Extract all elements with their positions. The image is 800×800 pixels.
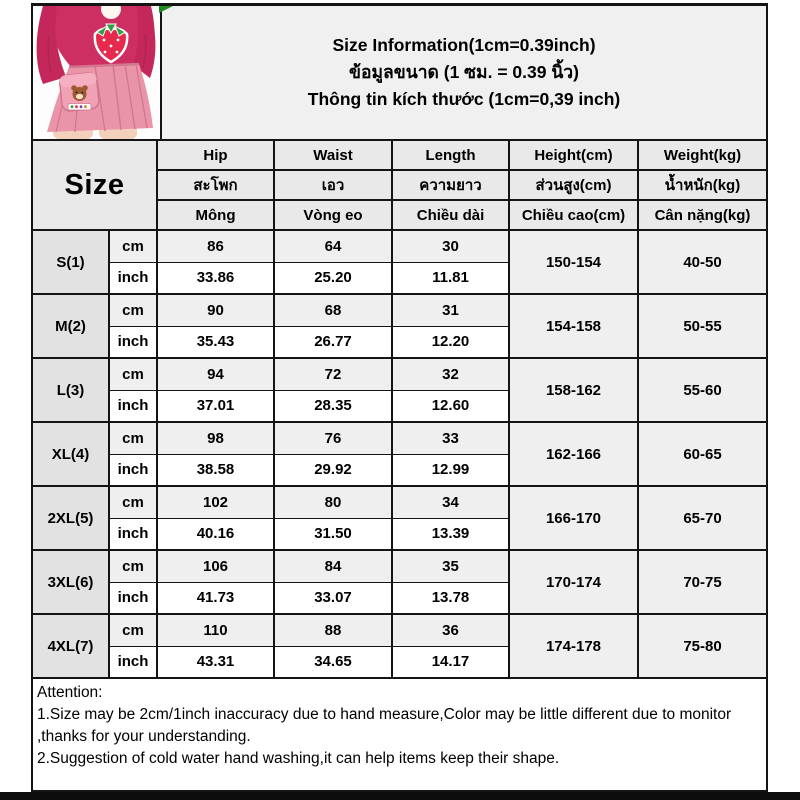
weight-range: 50-55 <box>638 294 767 358</box>
length-inch-value: 12.99 <box>392 454 509 486</box>
col-hip-vi: Mông <box>157 200 274 230</box>
length-cm-value: 34 <box>392 486 509 518</box>
size-row-cm <box>32 486 767 518</box>
weight-range: 70-75 <box>638 550 767 614</box>
waist-inch-value: 29.92 <box>274 454 392 486</box>
size-row-cm <box>32 550 767 582</box>
col-height-en: Height(cm) <box>509 140 638 170</box>
size-row-cm <box>32 230 767 262</box>
unit-inch: inch <box>109 326 157 358</box>
height-range: 150-154 <box>509 230 638 294</box>
length-inch-value: 14.17 <box>392 646 509 678</box>
waist-inch-value: 33.07 <box>274 582 392 614</box>
col-weight-en: Weight(kg) <box>638 140 767 170</box>
height-range: 154-158 <box>509 294 638 358</box>
size-label: 2XL(5) <box>32 486 109 550</box>
waist-cm-value: 76 <box>274 422 392 454</box>
size-chart-panel <box>31 3 768 792</box>
unit-inch: inch <box>109 262 157 294</box>
attention-note <box>33 679 766 790</box>
waist-inch-value: 34.65 <box>274 646 392 678</box>
waist-cm-value: 80 <box>274 486 392 518</box>
product-photo-illustration <box>33 6 160 139</box>
height-range: 170-174 <box>509 550 638 614</box>
hip-cm-value: 102 <box>157 486 274 518</box>
unit-cm: cm <box>109 358 157 390</box>
attention-line: 1.Size may be 2cm/1inch inaccuracy due to hand measure,Color may be little different due to monitor <box>37 706 732 723</box>
height-range: 162-166 <box>509 422 638 486</box>
length-inch-value: 11.81 <box>392 262 509 294</box>
col-hip-en: Hip <box>157 140 274 170</box>
hip-inch-value: 37.01 <box>157 390 274 422</box>
length-inch-value: 12.60 <box>392 390 509 422</box>
hip-cm-value: 106 <box>157 550 274 582</box>
height-range: 158-162 <box>509 358 638 422</box>
length-inch-value: 13.78 <box>392 582 509 614</box>
waist-cm-value: 88 <box>274 614 392 646</box>
top-section <box>33 6 766 139</box>
hip-inch-value: 33.86 <box>157 262 274 294</box>
size-row-cm <box>32 614 767 646</box>
unit-inch: inch <box>109 518 157 550</box>
col-waist-vi: Vòng eo <box>274 200 392 230</box>
hip-inch-value: 38.58 <box>157 454 274 486</box>
waist-inch-value: 28.35 <box>274 390 392 422</box>
waist-inch-value: 26.77 <box>274 326 392 358</box>
unit-cm: cm <box>109 486 157 518</box>
length-cm-value: 32 <box>392 358 509 390</box>
hip-cm-value: 94 <box>157 358 274 390</box>
length-cm-value: 36 <box>392 614 509 646</box>
col-length-th: ความยาว <box>392 170 509 200</box>
hip-inch-value: 43.31 <box>157 646 274 678</box>
hip-inch-value: 40.16 <box>157 518 274 550</box>
waist-inch-value: 31.50 <box>274 518 392 550</box>
attention-line: ,thanks for your understanding. <box>37 728 251 745</box>
waist-cm-value: 84 <box>274 550 392 582</box>
height-range: 174-178 <box>509 614 638 678</box>
col-height-th: ส่วนสูง(cm) <box>509 170 638 200</box>
col-length-vi: Chiều dài <box>392 200 509 230</box>
col-length-en: Length <box>392 140 509 170</box>
title-thai: ข้อมูลขนาด (1 ซม. = 0.39 นิ้ว) <box>349 62 579 82</box>
waist-cm-value: 64 <box>274 230 392 262</box>
unit-cm: cm <box>109 294 157 326</box>
length-inch-value: 12.20 <box>392 326 509 358</box>
unit-cm: cm <box>109 422 157 454</box>
hip-cm-value: 90 <box>157 294 274 326</box>
weight-range: 75-80 <box>638 614 767 678</box>
size-label: 3XL(6) <box>32 550 109 614</box>
corner-marker <box>159 6 173 13</box>
length-cm-value: 33 <box>392 422 509 454</box>
hip-cm-value: 110 <box>157 614 274 646</box>
weight-range: 65-70 <box>638 486 767 550</box>
weight-range: 40-50 <box>638 230 767 294</box>
col-hip-th: สะโพก <box>157 170 274 200</box>
size-row-cm <box>32 358 767 390</box>
header-row-en <box>32 140 767 170</box>
col-waist-en: Waist <box>274 140 392 170</box>
hip-inch-value: 41.73 <box>157 582 274 614</box>
length-cm-value: 30 <box>392 230 509 262</box>
unit-cm: cm <box>109 614 157 646</box>
unit-inch: inch <box>109 582 157 614</box>
unit-cm: cm <box>109 550 157 582</box>
col-weight-th: น้ำหนัก(kg) <box>638 170 767 200</box>
unit-inch: inch <box>109 646 157 678</box>
unit-inch: inch <box>109 390 157 422</box>
weight-range: 55-60 <box>638 358 767 422</box>
size-label: 4XL(7) <box>32 614 109 678</box>
hip-cm-value: 98 <box>157 422 274 454</box>
waist-cm-value: 72 <box>274 358 392 390</box>
size-info-title <box>162 6 766 139</box>
unit-inch: inch <box>109 454 157 486</box>
size-label: XL(4) <box>32 422 109 486</box>
bottom-border-bar <box>0 792 800 800</box>
size-header: Size <box>32 140 157 230</box>
attention-line: Attention: <box>37 684 103 701</box>
unit-cm: cm <box>109 230 157 262</box>
col-height-vi: Chiều cao(cm) <box>509 200 638 230</box>
weight-range: 60-65 <box>638 422 767 486</box>
hip-inch-value: 35.43 <box>157 326 274 358</box>
attention-line: 2.Suggestion of cold water hand washing,it can help items keep their shape. <box>37 750 560 767</box>
waist-cm-value: 68 <box>274 294 392 326</box>
length-inch-value: 13.39 <box>392 518 509 550</box>
title-english: Size Information(1cm=0.39inch) <box>332 35 596 55</box>
product-photo <box>33 6 162 139</box>
col-waist-th: เอว <box>274 170 392 200</box>
hip-cm-value: 86 <box>157 230 274 262</box>
title-vietnamese: Thông tin kích thước (1cm=0,39 inch) <box>307 89 621 109</box>
length-cm-value: 35 <box>392 550 509 582</box>
size-label: M(2) <box>32 294 109 358</box>
size-row-cm <box>32 294 767 326</box>
col-weight-vi: Cân nặng(kg) <box>638 200 767 230</box>
size-row-cm <box>32 422 767 454</box>
height-range: 166-170 <box>509 486 638 550</box>
size-table <box>31 139 768 679</box>
size-label: S(1) <box>32 230 109 294</box>
length-cm-value: 31 <box>392 294 509 326</box>
size-label: L(3) <box>32 358 109 422</box>
waist-inch-value: 25.20 <box>274 262 392 294</box>
